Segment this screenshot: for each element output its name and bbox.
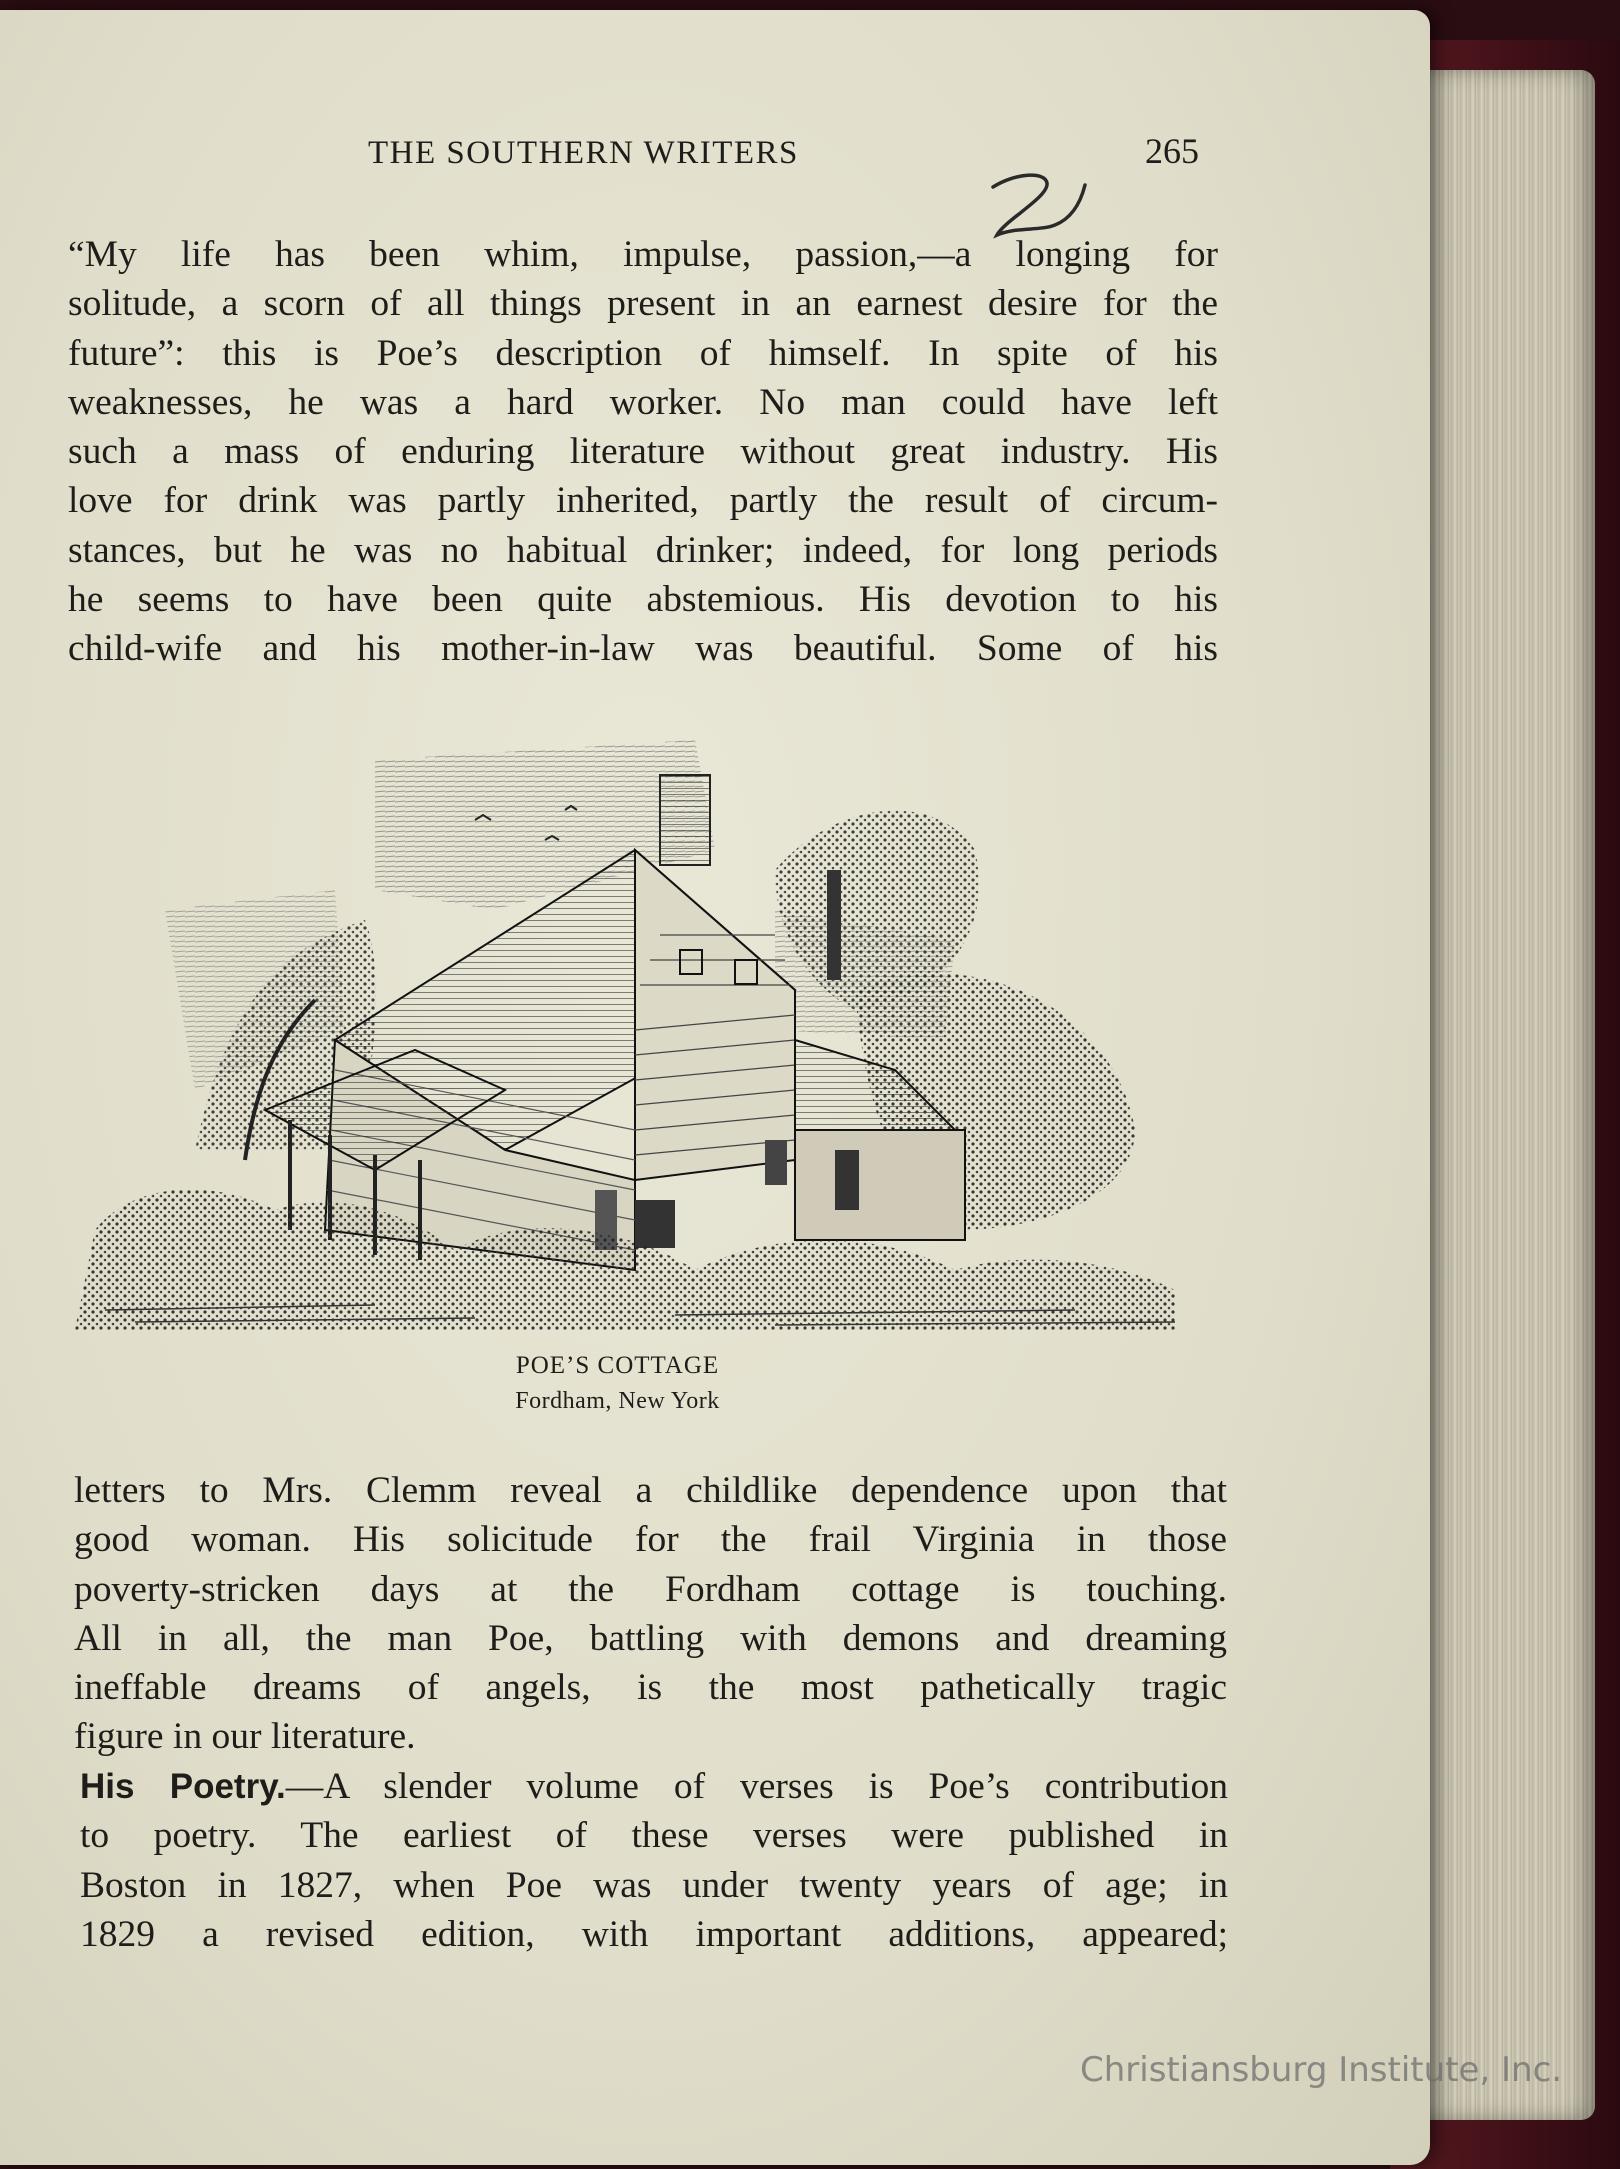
text-line: such a mass of enduring literature without great industry. His [68,431,1218,473]
paragraph-2 [74,1466,1227,1762]
text-line: poverty-stricken days at the Fordham cottage is touching. [74,1568,1227,1610]
poes-cottage-engraving [75,710,1225,1330]
illustration-caption-title: POE’S COTTAGE [515,1352,720,1379]
running-head: THE SOUTHERN WRITERS [368,135,799,171]
text-line: solitude, a scorn of all things present in an earnest desire for the [68,283,1218,325]
text-line: future”: this is Poe’s description of himself. In spite of his [68,332,1218,374]
text-line: child-wife and his mother-in-law was beautiful. Some of his [68,628,1218,670]
text-line: he seems to have been quite abstemious. His devotion to his [68,579,1218,621]
text-line: ineffable dreams of angels, is the most pathetically tragic [74,1667,1227,1709]
text-line: 1829 a revised edition, with important additions, appeared; [80,1913,1228,1955]
text-fragment: —A slender volume of verses is Poe’s contribution [285,1766,1228,1807]
text-line: weaknesses, he was a hard worker. No man could have left [68,381,1218,423]
illustration-caption-place: Fordham, New York [515,1388,720,1414]
text-line [80,1762,1228,1811]
text-line: love for drink was partly inherited, partly the result of circum- [68,480,1218,522]
text-line: “My life has been whim, impulse, passion,—a longing for [68,234,1218,275]
book-page [0,10,1430,2165]
paragraph-3 [80,1762,1228,1959]
text-line: letters to Mrs. Clemm reveal a childlike dependence upon that [74,1470,1227,1511]
text-line: stances, but he was no habitual drinker; indeed, for long periods [68,529,1218,571]
text-line: figure in our literature. [74,1716,416,1758]
text-line: to poetry. The earliest of these verses were published in [80,1815,1228,1857]
watermark: Christiansburg Institute, Inc. [1080,2050,1563,2090]
text-line: Boston in 1827, when Poe was under twenty years of age; in [80,1864,1228,1906]
paragraph-1 [68,230,1218,674]
page-number: 265 [1145,131,1199,171]
section-heading: His Poetry. [80,1767,286,1806]
text-line: good woman. His solicitude for the frail Virginia in those [74,1519,1227,1561]
text-line: All in all, the man Poe, battling with demons and dreaming [74,1617,1227,1659]
